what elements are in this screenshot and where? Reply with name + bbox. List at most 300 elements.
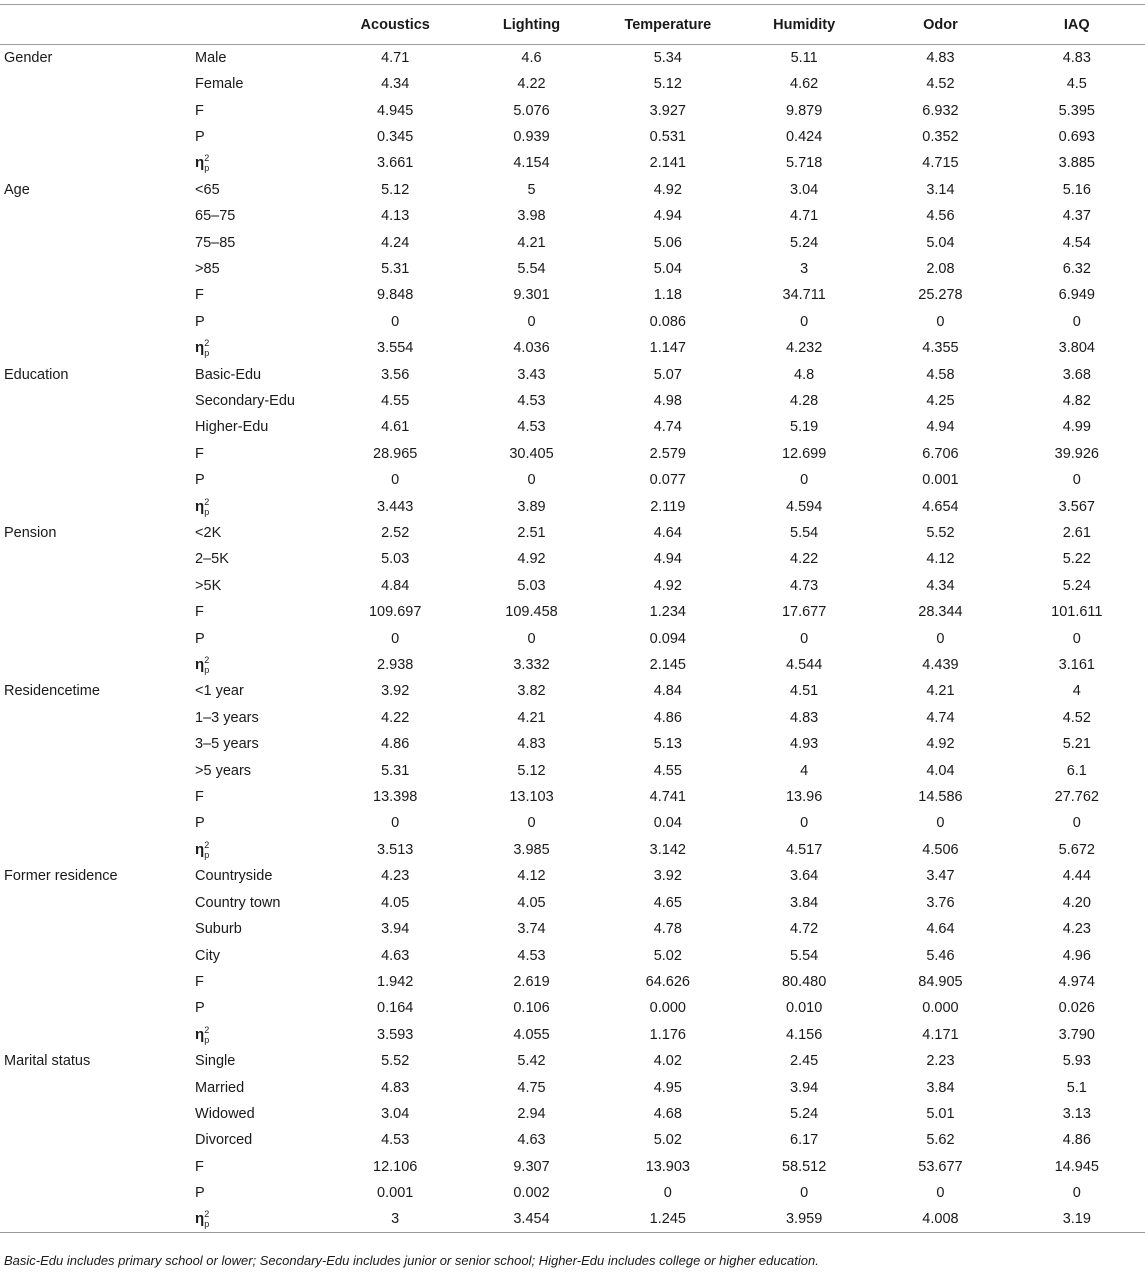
value-cell: 5.31 [381, 260, 410, 277]
value-cell: 1.245 [600, 1206, 736, 1232]
group-cell [0, 705, 190, 731]
table-row [0, 969, 1145, 995]
value-cell: 3.43 [517, 366, 546, 383]
value-cell: 5.04 [653, 260, 682, 277]
value-cell: 5.16 [1062, 181, 1091, 198]
value-cell: 4.37 [1062, 208, 1091, 225]
value-cell: 3.76 [926, 894, 955, 911]
group-cell [0, 1180, 190, 1206]
value-cell: 39.926 [1054, 445, 1099, 462]
value-cell: 4.71 [790, 208, 819, 225]
value-cell: 5.19 [790, 419, 819, 436]
value-cell: 4.92 [653, 181, 682, 198]
value-cell: 109.458 [505, 604, 558, 621]
level-cell: F [195, 973, 204, 990]
value-cell: 4.92 [926, 736, 955, 753]
group-cell [0, 916, 190, 942]
eta-base: η [195, 339, 205, 357]
value-cell: 0 [1072, 630, 1081, 647]
value-cell: 5 [527, 181, 536, 198]
group-cell: Age [4, 181, 30, 198]
value-cell: 2.08 [926, 260, 955, 277]
table-row [0, 995, 1145, 1021]
table-row [0, 335, 1145, 361]
eta-squared-label [190, 493, 327, 519]
value-cell: 0.424 [785, 128, 823, 145]
value-cell: 6.949 [1058, 287, 1095, 304]
value-cell: 5.04 [926, 234, 955, 251]
table-row [0, 256, 1145, 282]
group-cell [0, 150, 190, 176]
value-cell: 0 [800, 815, 809, 832]
value-cell: 5.12 [517, 762, 546, 779]
value-cell: 4.53 [517, 947, 546, 964]
table-row [0, 546, 1145, 572]
value-cell: 0 [527, 313, 536, 330]
value-cell: 17.677 [781, 604, 827, 621]
value-cell: 5.54 [517, 260, 546, 277]
eta-squared-symbol [195, 1209, 210, 1230]
value-cell: 0 [936, 815, 945, 832]
value-cell: 12.106 [373, 1158, 418, 1175]
value-cell: 3.161 [1058, 657, 1095, 674]
table-row [0, 177, 1145, 203]
value-cell: 0.000 [922, 1000, 959, 1017]
group-cell [0, 493, 190, 519]
value-cell: 0 [391, 313, 400, 330]
header-row [0, 5, 1145, 45]
eta-base: η [195, 1025, 205, 1043]
table-row [0, 784, 1145, 810]
value-cell: 0 [391, 815, 400, 832]
table-row [0, 124, 1145, 150]
value-cell: 3.94 [790, 1079, 819, 1096]
value-cell: 3.804 [1058, 340, 1095, 357]
table-row [0, 652, 1145, 678]
value-cell: 4.594 [785, 498, 823, 515]
value-cell: 30.405 [509, 445, 554, 462]
value-cell: 1.147 [649, 340, 686, 357]
value-cell: 5.12 [653, 76, 682, 93]
value-cell: 6.32 [1062, 260, 1091, 277]
level-cell: City [195, 947, 221, 964]
value-cell: 4.21 [517, 234, 546, 251]
value-cell: 0 [1072, 1185, 1081, 1202]
value-cell: 3.14 [926, 181, 955, 198]
level-cell: Basic-Edu [195, 366, 262, 383]
group-cell [0, 256, 190, 282]
value-cell: 1.942 [377, 973, 414, 990]
value-cell: 0 [391, 630, 400, 647]
value-cell: 5.06 [653, 234, 682, 251]
value-cell: 2.51 [517, 525, 546, 542]
level-cell: 1–3 years [195, 709, 259, 726]
eta-squared-symbol [195, 338, 210, 359]
table-row [0, 1180, 1145, 1206]
value-cell: 2.141 [649, 155, 686, 172]
value-cell: 0 [800, 313, 809, 330]
value-cell: 3.56 [381, 366, 410, 383]
table-row [0, 757, 1145, 783]
value-cell: 4.52 [926, 76, 955, 93]
eta-subscript: p [204, 1034, 210, 1045]
value-cell: 1.18 [653, 287, 682, 304]
level-cell: Divorced [195, 1132, 253, 1149]
eta-superscript: 2 [204, 1024, 210, 1035]
value-cell: 2.145 [649, 657, 686, 674]
value-cell: 3.593 [377, 1026, 414, 1043]
value-cell: 4.21 [926, 683, 955, 700]
table-row [0, 282, 1145, 308]
table-row [0, 731, 1145, 757]
value-cell: 5.62 [926, 1132, 955, 1149]
value-cell: 4.21 [517, 709, 546, 726]
group-cell [0, 731, 190, 757]
header-cell-acoustics: Acoustics [327, 5, 463, 45]
table-row [0, 599, 1145, 625]
eta-base: η [195, 840, 205, 858]
value-cell: 80.480 [781, 973, 827, 990]
level-cell: 3–5 years [195, 736, 259, 753]
level-cell: F [195, 102, 204, 119]
value-cell: 5.54 [790, 525, 819, 542]
value-cell: 4 [1072, 683, 1081, 700]
value-cell: 4.04 [926, 762, 955, 779]
value-cell: 3.554 [377, 340, 414, 357]
value-cell: 4.83 [926, 49, 955, 66]
value-cell: 4.156 [785, 1026, 823, 1043]
group-cell [0, 1127, 190, 1153]
value-cell: 5.718 [785, 155, 823, 172]
header-cell-iaq: IAQ [1009, 5, 1145, 45]
value-cell: 5.22 [1062, 551, 1091, 568]
value-cell: 4.517 [785, 841, 823, 858]
value-cell: 5.03 [517, 577, 546, 594]
eta-subscript: p [204, 348, 210, 359]
table-row [0, 467, 1145, 493]
value-cell: 14.586 [918, 789, 963, 806]
group-cell [0, 414, 190, 440]
table-row [0, 309, 1145, 335]
table-row [0, 625, 1145, 651]
value-cell: 4.94 [653, 208, 682, 225]
value-cell: 5.672 [1058, 841, 1095, 858]
value-cell: 4.05 [381, 894, 410, 911]
value-cell: 4.20 [1062, 894, 1091, 911]
table-row [0, 1101, 1145, 1127]
value-cell: 0.077 [649, 472, 686, 489]
table-row [0, 203, 1145, 229]
table-row [0, 573, 1145, 599]
level-cell: P [195, 1000, 205, 1017]
table-row [0, 45, 1145, 71]
value-cell: 4.73 [790, 577, 819, 594]
value-cell: 4.75 [517, 1079, 546, 1096]
eta-base: η [195, 656, 205, 674]
eta-superscript: 2 [204, 153, 210, 164]
value-cell: 2.619 [513, 973, 550, 990]
value-cell: 4.86 [1062, 1132, 1091, 1149]
header-cell-level [190, 5, 327, 45]
value-cell: 5.1 [1066, 1079, 1087, 1096]
value-cell: 4.05 [517, 894, 546, 911]
value-cell: 0.164 [377, 1000, 414, 1017]
level-cell: F [195, 789, 204, 806]
value-cell: 0 [663, 1185, 672, 1202]
value-cell: 4.506 [922, 841, 959, 858]
header-cell-humidity: Humidity [736, 5, 872, 45]
value-cell: 28.344 [918, 604, 963, 621]
value-cell: 3.790 [1058, 1026, 1095, 1043]
group-cell [0, 1022, 190, 1048]
value-cell: 0 [800, 630, 809, 647]
value-cell: 5.24 [790, 1105, 819, 1122]
value-cell: 0 [527, 815, 536, 832]
level-cell: P [195, 630, 205, 647]
table-row [0, 942, 1145, 968]
eta-squared-label [190, 150, 327, 176]
table-row [0, 441, 1145, 467]
value-cell: 109.697 [368, 604, 422, 621]
value-cell: 64.626 [645, 973, 690, 990]
value-cell: 12.699 [781, 445, 827, 462]
value-cell: 3.661 [377, 155, 414, 172]
group-cell [0, 890, 190, 916]
value-cell: 4.13 [381, 208, 410, 225]
level-cell: F [195, 287, 204, 304]
level-cell: Suburb [195, 921, 242, 938]
value-cell: 4.58 [926, 366, 955, 383]
value-cell: 2.94 [517, 1105, 546, 1122]
value-cell: 4.62 [790, 76, 819, 93]
value-cell: 4.53 [517, 419, 546, 436]
value-cell: 5.52 [926, 525, 955, 542]
value-cell: 101.611 [1051, 604, 1103, 621]
eta-squared-symbol [195, 655, 210, 676]
group-cell [0, 942, 190, 968]
table-row [0, 414, 1145, 440]
value-cell: 4.64 [926, 921, 955, 938]
value-cell: 5.076 [513, 102, 550, 119]
value-cell: 4.439 [922, 657, 959, 674]
value-cell: 4.63 [381, 947, 410, 964]
value-cell: 3.959 [736, 1206, 872, 1232]
value-cell: 3.89 [517, 498, 546, 515]
value-cell: 0.531 [649, 128, 686, 145]
group-cell [0, 1101, 190, 1127]
value-cell: 6.1 [1066, 762, 1087, 779]
value-cell: 3.92 [653, 868, 682, 885]
value-cell: 5.07 [653, 366, 682, 383]
value-cell: 3.513 [377, 841, 414, 858]
value-cell: 5.24 [790, 234, 819, 251]
value-cell: 4.86 [653, 709, 682, 726]
eta-subscript: p [204, 665, 210, 676]
value-cell: 4.94 [926, 419, 955, 436]
level-cell: P [195, 815, 205, 832]
value-cell: 4.84 [653, 683, 682, 700]
value-cell: 2.119 [650, 498, 686, 515]
group-cell [0, 599, 190, 625]
group-cell [0, 1154, 190, 1180]
value-cell: 5.02 [653, 1132, 682, 1149]
value-cell: 0 [527, 630, 536, 647]
eta-squared-label [190, 652, 327, 678]
value-cell: 3.04 [790, 181, 819, 198]
value-cell: 3.142 [649, 841, 686, 858]
value-cell: 4 [800, 762, 809, 779]
group-cell [0, 282, 190, 308]
value-cell: 4.355 [922, 340, 959, 357]
table-row [0, 150, 1145, 176]
value-cell: 4.44 [1062, 868, 1091, 885]
level-cell: Male [195, 49, 227, 66]
value-cell: 4.715 [922, 155, 959, 172]
group-cell: Marital status [4, 1053, 91, 1070]
group-cell [0, 995, 190, 1021]
value-cell: 4.92 [653, 577, 682, 594]
level-cell: Female [195, 76, 244, 93]
value-cell: 0.001 [377, 1185, 414, 1202]
eta-squared-label [190, 837, 327, 863]
eta-subscript: p [204, 163, 210, 174]
group-cell [0, 1206, 190, 1232]
table-row [0, 837, 1145, 863]
value-cell: 3.47 [926, 868, 955, 885]
value-cell: 3.98 [517, 208, 546, 225]
value-cell: 0.094 [649, 630, 686, 647]
group-cell: Residencetime [4, 683, 100, 700]
value-cell: 5.395 [1058, 102, 1095, 119]
value-cell: 4.83 [790, 709, 819, 726]
value-cell: 4.34 [381, 76, 410, 93]
value-cell: 4.945 [377, 102, 414, 119]
value-cell: 3.567 [1058, 498, 1095, 515]
value-cell: 1.234 [649, 604, 686, 621]
value-cell: 4.24 [381, 234, 410, 251]
value-cell: 25.278 [918, 287, 963, 304]
level-cell: Widowed [195, 1105, 255, 1122]
level-cell: Married [195, 1079, 245, 1096]
value-cell: 3.985 [513, 841, 550, 858]
value-cell: 4.86 [381, 736, 410, 753]
eta-superscript: 2 [204, 655, 210, 666]
value-cell: 4.65 [653, 894, 682, 911]
table-row [0, 678, 1145, 704]
value-cell: 5.02 [653, 947, 682, 964]
value-cell: 0 [936, 630, 945, 647]
value-cell: 3.68 [1062, 366, 1091, 383]
value-cell: 5.42 [517, 1053, 546, 1070]
value-cell: 4.54 [1062, 234, 1091, 251]
value-cell: 0 [936, 313, 945, 330]
group-cell [0, 784, 190, 810]
table-row [0, 1154, 1145, 1180]
level-cell: <2K [195, 525, 222, 542]
eta-subscript: p [204, 1219, 210, 1230]
value-cell: 6.17 [790, 1132, 819, 1149]
value-cell: 9.848 [377, 287, 414, 304]
value-cell: 0.939 [513, 128, 550, 145]
value-cell: 4.171 [922, 1026, 959, 1043]
table-row [0, 1074, 1145, 1100]
value-cell: 13.96 [785, 789, 823, 806]
value-cell: 4.83 [381, 1079, 410, 1096]
value-cell: 5.11 [790, 49, 818, 66]
group-cell: Gender [4, 49, 53, 66]
value-cell: 0.010 [785, 1000, 823, 1017]
value-cell: 3.94 [381, 921, 410, 938]
table-row [0, 705, 1145, 731]
value-cell: 4.55 [653, 762, 682, 779]
eta-base: η [195, 154, 205, 172]
value-cell: 5.93 [1062, 1053, 1091, 1070]
group-cell: Pension [4, 525, 57, 542]
value-cell: 4.12 [926, 551, 955, 568]
value-cell: 0 [936, 1185, 945, 1202]
header-cell-lighting: Lighting [463, 5, 599, 45]
eta-squared-symbol [195, 1026, 209, 1043]
value-cell: 3.92 [381, 683, 410, 700]
value-cell: 4.95 [653, 1079, 682, 1096]
value-cell: 14.945 [1054, 1158, 1099, 1175]
value-cell: 4.51 [790, 683, 819, 700]
value-cell: 4.83 [517, 736, 546, 753]
value-cell: 4.12 [517, 868, 546, 885]
value-cell: 5.54 [790, 947, 819, 964]
header-cell-group [0, 5, 190, 45]
value-cell: 4.98 [653, 392, 682, 409]
value-cell: 4.22 [517, 76, 546, 93]
value-cell: 4.55 [381, 392, 410, 409]
value-cell: 4.654 [922, 498, 959, 515]
level-cell: <1 year [195, 683, 244, 700]
group-cell [0, 309, 190, 335]
value-cell: 4.84 [381, 577, 410, 594]
value-cell: 4.72 [790, 921, 819, 938]
value-cell: 2.23 [926, 1053, 955, 1070]
group-cell [0, 573, 190, 599]
value-cell: 0 [527, 472, 536, 489]
level-cell: 65–75 [195, 208, 236, 225]
value-cell: 4.5 [1066, 76, 1087, 93]
value-cell: 0 [1072, 313, 1081, 330]
value-cell: 4.71 [381, 49, 410, 66]
value-cell: 4.23 [1062, 921, 1091, 938]
anova-table [0, 4, 1145, 1233]
level-cell: F [195, 604, 204, 621]
eta-superscript: 2 [204, 839, 210, 850]
eta-superscript: 2 [204, 496, 210, 507]
value-cell: 5.01 [926, 1105, 955, 1122]
value-cell: 0.002 [513, 1185, 550, 1202]
value-cell: 3.74 [517, 921, 546, 938]
value-cell: 4.83 [1062, 49, 1091, 66]
eta-base: η [195, 1210, 205, 1228]
value-cell: 4.22 [381, 709, 410, 726]
table-row [0, 388, 1145, 414]
value-cell: 9.301 [513, 287, 550, 304]
table-row [0, 890, 1145, 916]
group-cell [0, 810, 190, 836]
value-cell: 0.345 [377, 128, 414, 145]
value-cell: 5.34 [653, 49, 682, 66]
value-cell: 13.398 [373, 789, 418, 806]
group-cell [0, 652, 190, 678]
level-cell: Country town [195, 894, 281, 911]
value-cell: 2.45 [790, 1053, 819, 1070]
eta-subscript: p [204, 506, 210, 517]
